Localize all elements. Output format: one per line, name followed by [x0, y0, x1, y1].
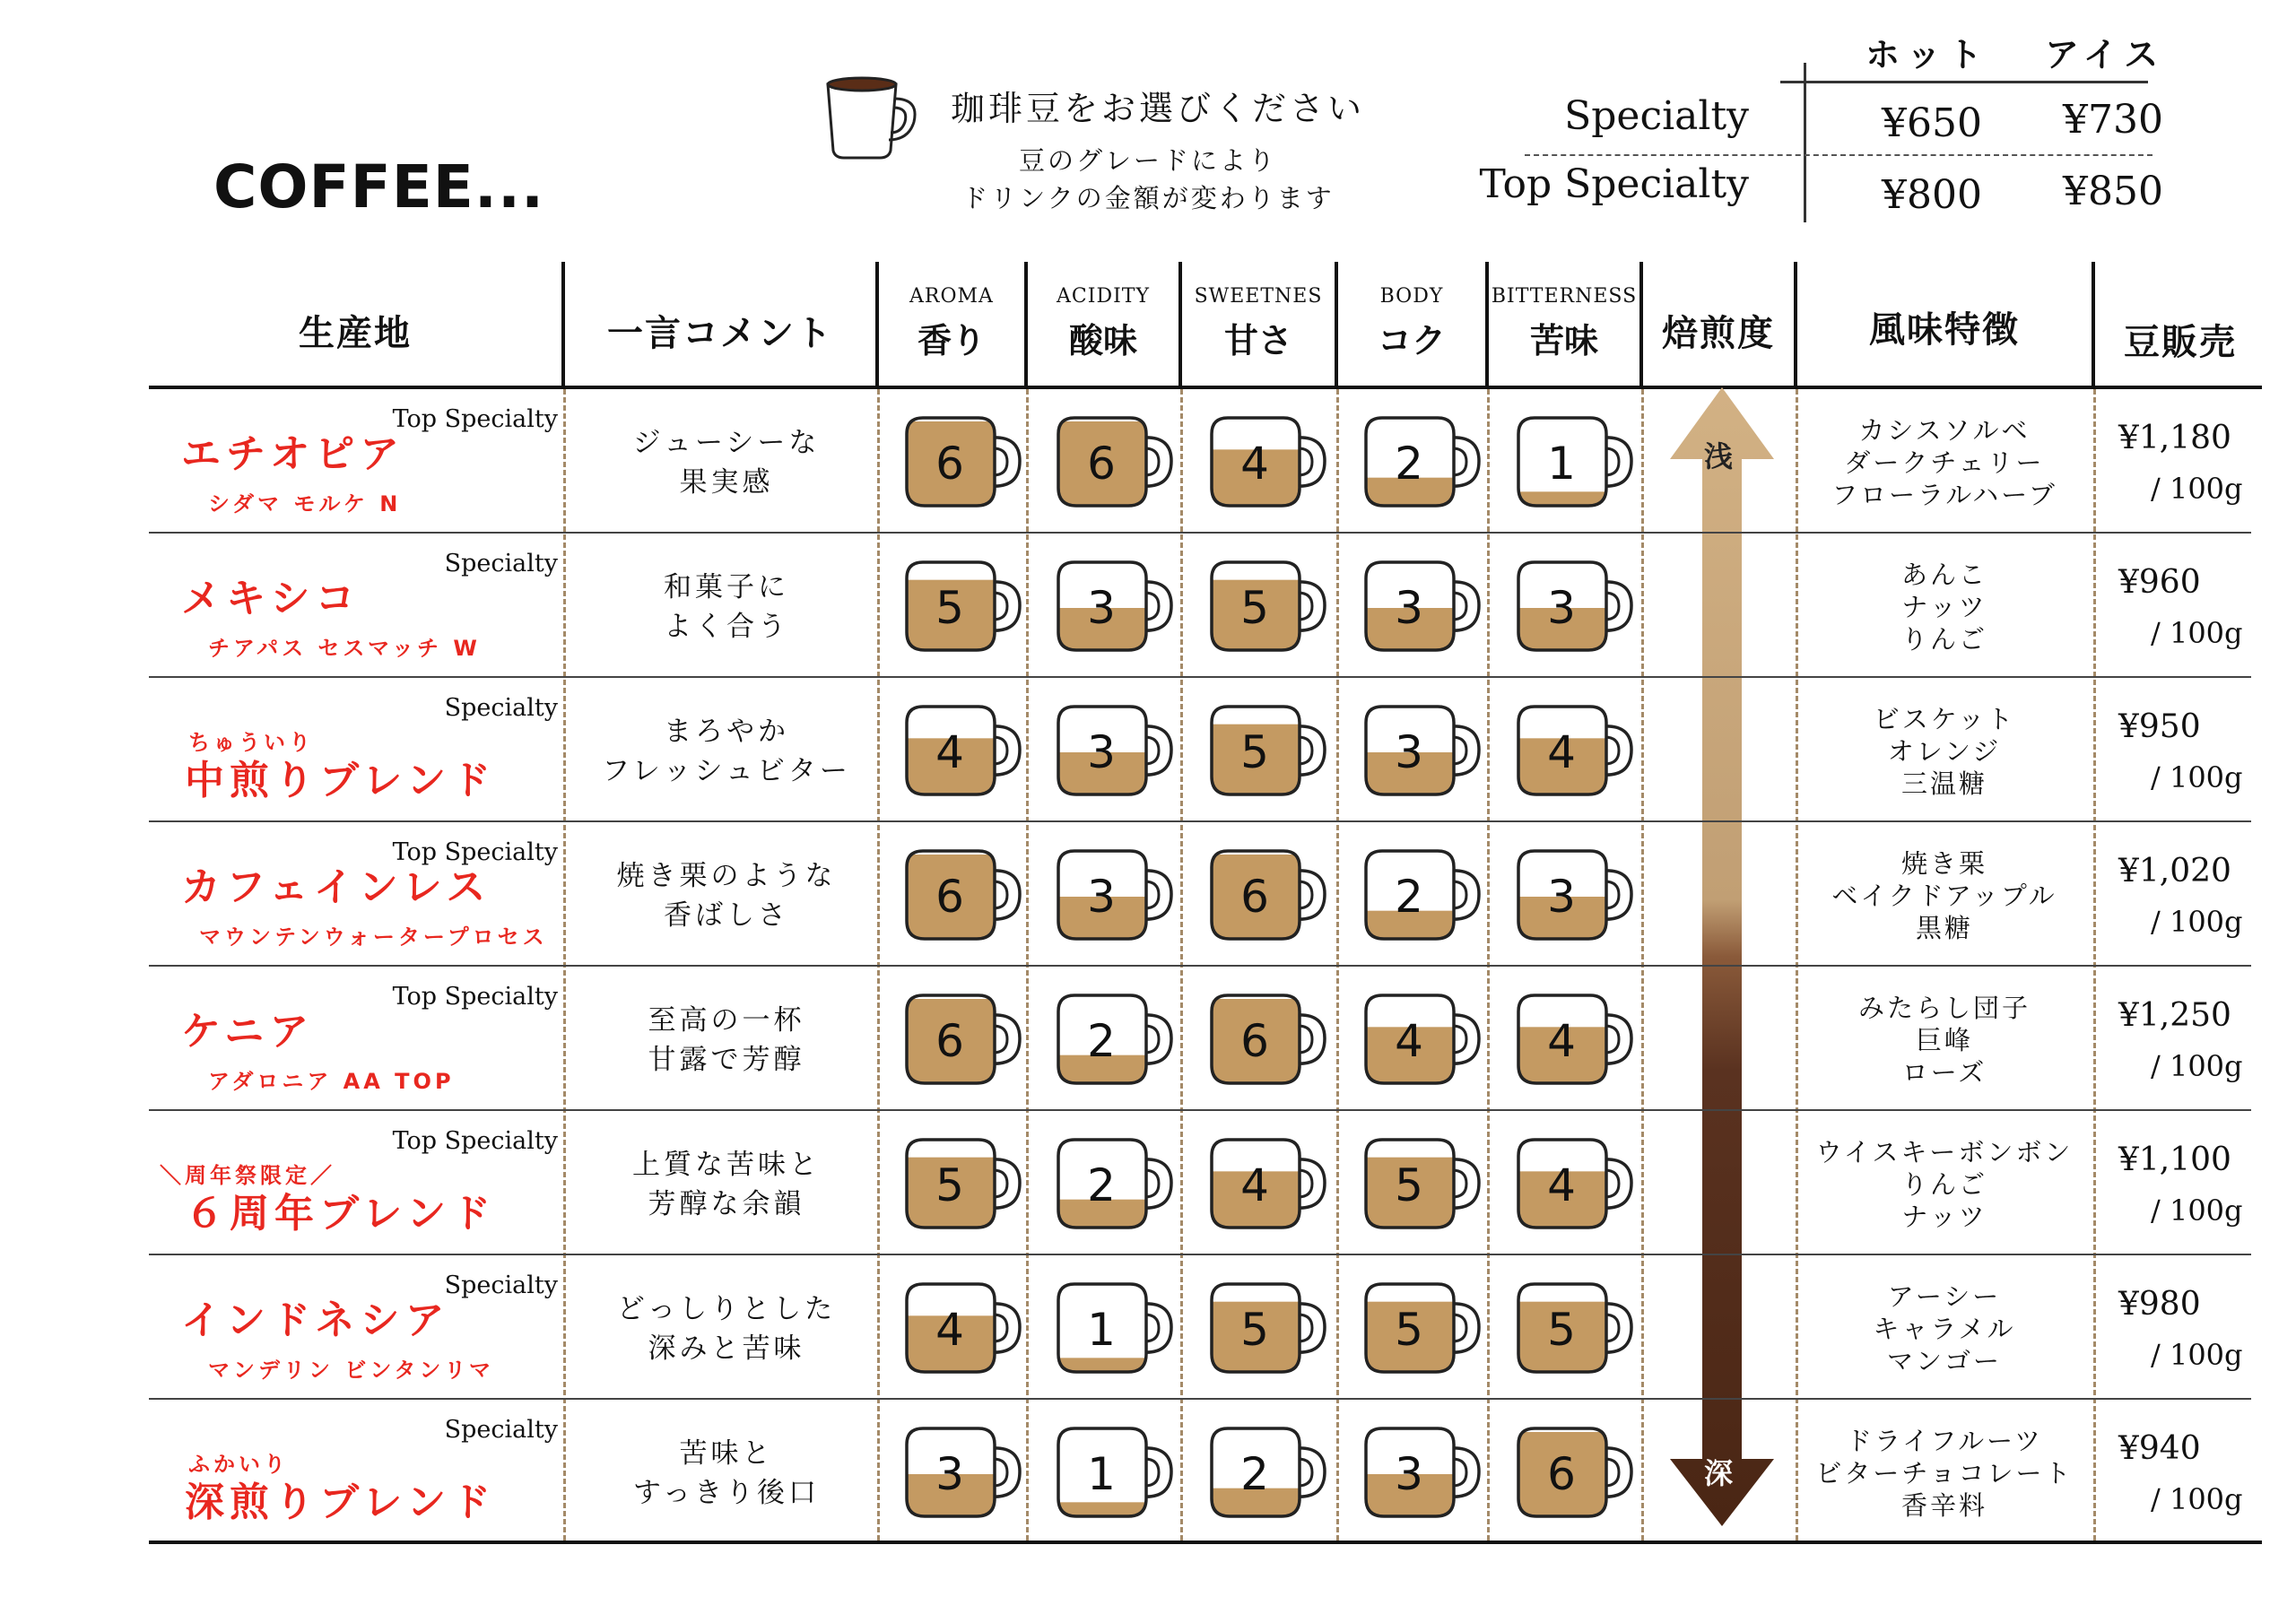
rating-value: 1 [1547, 438, 1576, 490]
col-body-en: BODY [1379, 285, 1444, 308]
row-divider [149, 1109, 2251, 1111]
flavor-note: 香辛料 [1900, 1490, 1987, 1521]
comment [574, 1289, 879, 1368]
roast-dark-label: 深 [1704, 1456, 1734, 1490]
rating-value: 2 [1087, 1015, 1116, 1067]
flavor-note: カシスソルベ [1858, 415, 2031, 446]
rating-mug-icon [901, 412, 1027, 511]
select-beans-title: 珈琲豆をお選びください [951, 89, 1366, 128]
origin-name: インドネシア [181, 1298, 450, 1343]
row-divider [149, 532, 2251, 534]
price-dashed-rule [1525, 154, 2152, 156]
col-sweetness [1182, 285, 1335, 362]
grade-tag: Specialty [444, 550, 558, 577]
hot-label: ホット [1866, 35, 1990, 74]
flavor-note: あんこ [1900, 560, 1987, 590]
grade-specialty: Specialty [1564, 93, 1749, 139]
rating-value: 1 [1087, 1304, 1116, 1356]
bean-price: ¥940 [2118, 1430, 2201, 1467]
rating-mug-icon [1361, 1134, 1486, 1233]
flavor-note: 巨峰 [1915, 1025, 1973, 1055]
flavor-notes [1796, 847, 2092, 944]
bean-unit: / 100g [2151, 472, 2243, 506]
rating-mug-icon [1206, 412, 1332, 511]
bean-unit: / 100g [2151, 1193, 2243, 1228]
rating-mug-icon [1053, 1134, 1178, 1233]
coffee-cup-icon [821, 72, 928, 161]
comment-line: 上質な苦味と [632, 1149, 821, 1181]
rating-mug-icon [1513, 990, 1639, 1089]
rating-value: 3 [1395, 1448, 1423, 1500]
flavor-notes [1796, 559, 2092, 655]
comment-line: ジューシーな [632, 427, 821, 459]
rating-mug-icon [1361, 846, 1486, 944]
rating-value: 6 [1240, 1015, 1269, 1067]
bean-unit: / 100g [2151, 616, 2243, 650]
grade-note [942, 142, 1354, 217]
col-roast: 焙煎度 [1662, 313, 1775, 354]
roast-arrow [1668, 387, 1776, 1540]
grade-tag: Top Specialty [392, 1127, 558, 1155]
rating-value: 2 [1395, 871, 1423, 923]
comment-line: 至高の一杯 [648, 1004, 805, 1037]
bean-price: ¥1,250 [2118, 997, 2231, 1034]
flavor-notes [1796, 1280, 2092, 1377]
top-specialty-ice-price: ¥850 [2063, 169, 2163, 214]
rating-mug-icon [1206, 557, 1332, 655]
grade-tag: Specialty [444, 1416, 558, 1444]
origin-sub: シダマ モルケ N [208, 491, 402, 516]
comment-line: 苦味と [679, 1437, 774, 1470]
rating-mug-icon [901, 1423, 1027, 1522]
rating-mug-icon [1361, 557, 1486, 655]
rating-value: 3 [1087, 582, 1116, 634]
rating-mug-icon [1053, 1423, 1178, 1522]
rating-value: 6 [1547, 1448, 1576, 1500]
table-top-rule [149, 386, 2262, 389]
flavor-notes [1796, 1425, 2092, 1522]
col-body [1338, 285, 1485, 362]
rating-value: 6 [935, 871, 964, 923]
comment-line: 芳醇な余韻 [648, 1188, 805, 1220]
rating-value: 4 [1240, 1159, 1269, 1211]
table-bottom-rule [149, 1541, 2262, 1544]
origin-sub: マンデリン ビンタンリマ [208, 1358, 494, 1383]
col-flavor: 風味特徴 [1869, 309, 2020, 351]
col-bitterness [1489, 285, 1639, 362]
origin-name: ６周年ブレンド [185, 1191, 497, 1237]
rating-mug-icon [1361, 1279, 1486, 1377]
rating-mug-icon [1513, 1423, 1639, 1522]
rating-mug-icon [1513, 1134, 1639, 1233]
rating-value: 2 [1240, 1448, 1269, 1500]
grade-top-specialty: Top Specialty [1479, 161, 1749, 207]
rating-value: 4 [1547, 726, 1576, 778]
rating-value: 5 [1547, 1304, 1576, 1356]
col-aroma-jp: 香り [917, 321, 986, 360]
rating-value: 4 [935, 1304, 964, 1356]
origin-sub: マウンテンウォータープロセス [199, 924, 548, 950]
flavor-note: ベイクドアップル [1831, 881, 2057, 911]
rating-mug-icon [1206, 1423, 1332, 1522]
comment [574, 1001, 879, 1080]
flavor-note: ナッツ [1901, 592, 1987, 622]
rating-mug-icon [1361, 412, 1486, 511]
grade-note-line2: ドリンクの金額が変わります [961, 183, 1335, 213]
origin-prefix: ふかいり [188, 1452, 289, 1477]
flavor-note: 黒糖 [1915, 913, 1973, 943]
col-aroma-en: AROMA [909, 285, 994, 308]
rating-value: 3 [1547, 871, 1576, 923]
rating-value: 3 [935, 1448, 964, 1500]
bean-price: ¥950 [2118, 708, 2201, 745]
col-body-jp: コク [1377, 321, 1446, 360]
col-bitterness-en: BITTERNESS [1491, 285, 1638, 308]
rating-mug-icon [1053, 701, 1178, 800]
comment [574, 856, 879, 935]
rating-value: 3 [1547, 582, 1576, 634]
flavor-notes [1796, 414, 2092, 511]
rating-mug-icon [901, 846, 1027, 944]
rating-value: 5 [1395, 1304, 1423, 1356]
flavor-note: ローズ [1901, 1057, 1987, 1088]
bean-price: ¥1,180 [2118, 420, 2231, 456]
flavor-note: ビスケット [1873, 704, 2016, 734]
flavor-note: みたらし団子 [1857, 993, 2031, 1023]
rating-mug-icon [1206, 701, 1332, 800]
origin-name: メキシコ [181, 576, 361, 621]
row-divider [149, 965, 2251, 967]
origin-prefix: ちゅういり [188, 730, 314, 755]
comment-line: 和菓子に [664, 571, 789, 603]
rating-mug-icon [1053, 557, 1178, 655]
rating-mug-icon [1206, 990, 1332, 1089]
rating-value: 4 [1395, 1015, 1423, 1067]
origin-name: カフェインレス [181, 864, 491, 910]
comment [574, 712, 879, 791]
rating-value: 4 [935, 726, 964, 778]
rating-mug-icon [1513, 846, 1639, 944]
flavor-note: ウイスキーボンボン [1815, 1137, 2074, 1167]
flavor-note: りんご [1900, 1169, 1987, 1200]
rating-value: 6 [935, 438, 964, 490]
comment [574, 1434, 879, 1513]
rating-value: 4 [1547, 1015, 1576, 1067]
flavor-note: ビターチョコレート [1815, 1458, 2074, 1488]
rating-mug-icon [1053, 990, 1178, 1089]
origin-name: 深煎りブレンド [185, 1480, 497, 1525]
row-divider [149, 676, 2251, 678]
bean-unit: / 100g [2151, 1049, 2243, 1083]
col-comment: 一言コメント [607, 313, 833, 354]
comment-line: フレッシュビター [602, 755, 851, 787]
top-specialty-hot-price: ¥800 [1882, 172, 1982, 218]
bean-price: ¥1,100 [2118, 1141, 2231, 1178]
rating-value: 3 [1395, 582, 1423, 634]
rating-value: 5 [1395, 1159, 1423, 1211]
rating-mug-icon [1513, 557, 1639, 655]
col-sweetness-en: SWEETNES [1194, 285, 1323, 308]
ice-label: アイス [2045, 35, 2166, 74]
comment-line: どっしりとした [616, 1293, 837, 1325]
rating-value: 6 [1087, 438, 1116, 490]
bean-unit: / 100g [2151, 760, 2243, 794]
bean-price: ¥980 [2118, 1286, 2201, 1323]
rating-value: 3 [1087, 726, 1116, 778]
rating-mug-icon [901, 701, 1027, 800]
col-acidity [1028, 285, 1178, 362]
grade-tag: Specialty [444, 694, 558, 722]
flavor-note: ドライフルーツ [1846, 1426, 2043, 1456]
specialty-hot-price: ¥650 [1882, 100, 1982, 146]
grade-note-line1: 豆のグレードにより [1018, 145, 1277, 176]
origin-name: ケニア [181, 1009, 315, 1055]
rating-value: 5 [935, 582, 964, 634]
flavor-note: マンゴー [1886, 1346, 2002, 1376]
rating-value: 5 [1240, 726, 1269, 778]
specialty-ice-price: ¥730 [2063, 97, 2163, 143]
price-header-rule [1780, 81, 2148, 83]
grade-tag: Top Specialty [392, 405, 558, 433]
rating-value: 3 [1087, 871, 1116, 923]
rating-value: 5 [1240, 582, 1269, 634]
rating-mug-icon [1361, 990, 1486, 1089]
row-divider [149, 1254, 2251, 1255]
rating-mug-icon [1361, 1423, 1486, 1522]
origin-sub: アダロニア AA TOP [208, 1069, 455, 1094]
rating-mug-icon [1513, 701, 1639, 800]
col-acidity-jp: 酸味 [1068, 321, 1137, 360]
menu-title: COFFEE... [213, 152, 545, 221]
col-beans: 豆販売 [2124, 322, 2237, 363]
flavor-note: りんご [1900, 624, 1987, 655]
comment-line: 深みと苦味 [648, 1332, 805, 1365]
rating-mug-icon [1206, 1134, 1332, 1233]
rating-mug-icon [1053, 846, 1178, 944]
col-bitterness-jp: 苦味 [1529, 321, 1598, 360]
comment [574, 1145, 879, 1224]
rating-mug-icon [1206, 846, 1332, 944]
rating-value: 2 [1087, 1159, 1116, 1211]
rating-mug-icon [1513, 1279, 1639, 1377]
rating-value: 6 [935, 1015, 964, 1067]
rating-value: 6 [1240, 871, 1269, 923]
rating-value: 4 [1547, 1159, 1576, 1211]
flavor-note: ダークチェリー [1844, 447, 2045, 478]
flavor-note: ナッツ [1901, 1202, 1987, 1232]
bean-unit: / 100g [2151, 905, 2243, 939]
bean-price: ¥1,020 [2118, 853, 2231, 890]
rating-mug-icon [1053, 1279, 1178, 1377]
flavor-note: フローラルハーブ [1831, 480, 2057, 510]
rating-value: 3 [1395, 726, 1423, 778]
rating-mug-icon [1361, 701, 1486, 800]
rating-mug-icon [1053, 412, 1178, 511]
rating-mug-icon [901, 1134, 1027, 1233]
origin-prefix: ＼周年祭限定／ [160, 1163, 335, 1188]
price-divider [1804, 63, 1806, 222]
comment-line: 果実感 [679, 466, 774, 499]
row-divider [149, 820, 2251, 822]
comment-line: 香ばしさ [664, 899, 789, 932]
origin-name: エチオピア [181, 431, 405, 477]
origin-name: 中煎りブレンド [185, 758, 497, 803]
rating-mug-icon [1513, 412, 1639, 511]
rating-value: 4 [1240, 438, 1269, 490]
grade-tag: Top Specialty [392, 838, 558, 866]
rating-value: 2 [1395, 438, 1423, 490]
flavor-note: 焼き栗 [1900, 848, 1987, 879]
flavor-note: アーシー [1887, 1281, 2002, 1312]
flavor-notes [1796, 992, 2092, 1089]
flavor-notes [1796, 1136, 2092, 1233]
rating-value: 5 [1240, 1304, 1269, 1356]
grade-tag: Specialty [444, 1271, 558, 1299]
grade-tag: Top Specialty [392, 983, 558, 1011]
col-sweetness-jp: 甘さ [1223, 321, 1292, 360]
comment [574, 423, 879, 502]
row-divider [149, 1398, 2251, 1400]
col-origin: 生産地 [299, 313, 412, 354]
comment-line: まろやか [664, 716, 789, 748]
rating-mug-icon [901, 1279, 1027, 1377]
bean-price: ¥960 [2118, 564, 2201, 601]
rating-value: 1 [1087, 1448, 1116, 1500]
rating-mug-icon [1206, 1279, 1332, 1377]
comment-line: よく合う [664, 611, 789, 643]
origin-sub: チアパス セスマッチ W [208, 636, 481, 661]
flavor-note: 三温糖 [1900, 768, 1987, 799]
flavor-notes [1796, 703, 2092, 800]
bean-unit: / 100g [2151, 1338, 2243, 1372]
roast-light-label: 浅 [1704, 439, 1734, 473]
comment [574, 568, 879, 647]
comment-line: 焼き栗のような [616, 860, 837, 892]
col-aroma [879, 285, 1024, 362]
comment-line: すっきり後口 [632, 1477, 821, 1509]
comment-line: 甘露で芳醇 [648, 1044, 805, 1076]
rating-value: 5 [935, 1159, 964, 1211]
flavor-note: オレンジ [1887, 736, 2002, 767]
col-acidity-en: ACIDITY [1057, 285, 1150, 308]
rating-mug-icon [901, 557, 1027, 655]
bean-unit: / 100g [2151, 1482, 2243, 1516]
rating-mug-icon [901, 990, 1027, 1089]
flavor-note: キャラメル [1873, 1314, 2016, 1344]
